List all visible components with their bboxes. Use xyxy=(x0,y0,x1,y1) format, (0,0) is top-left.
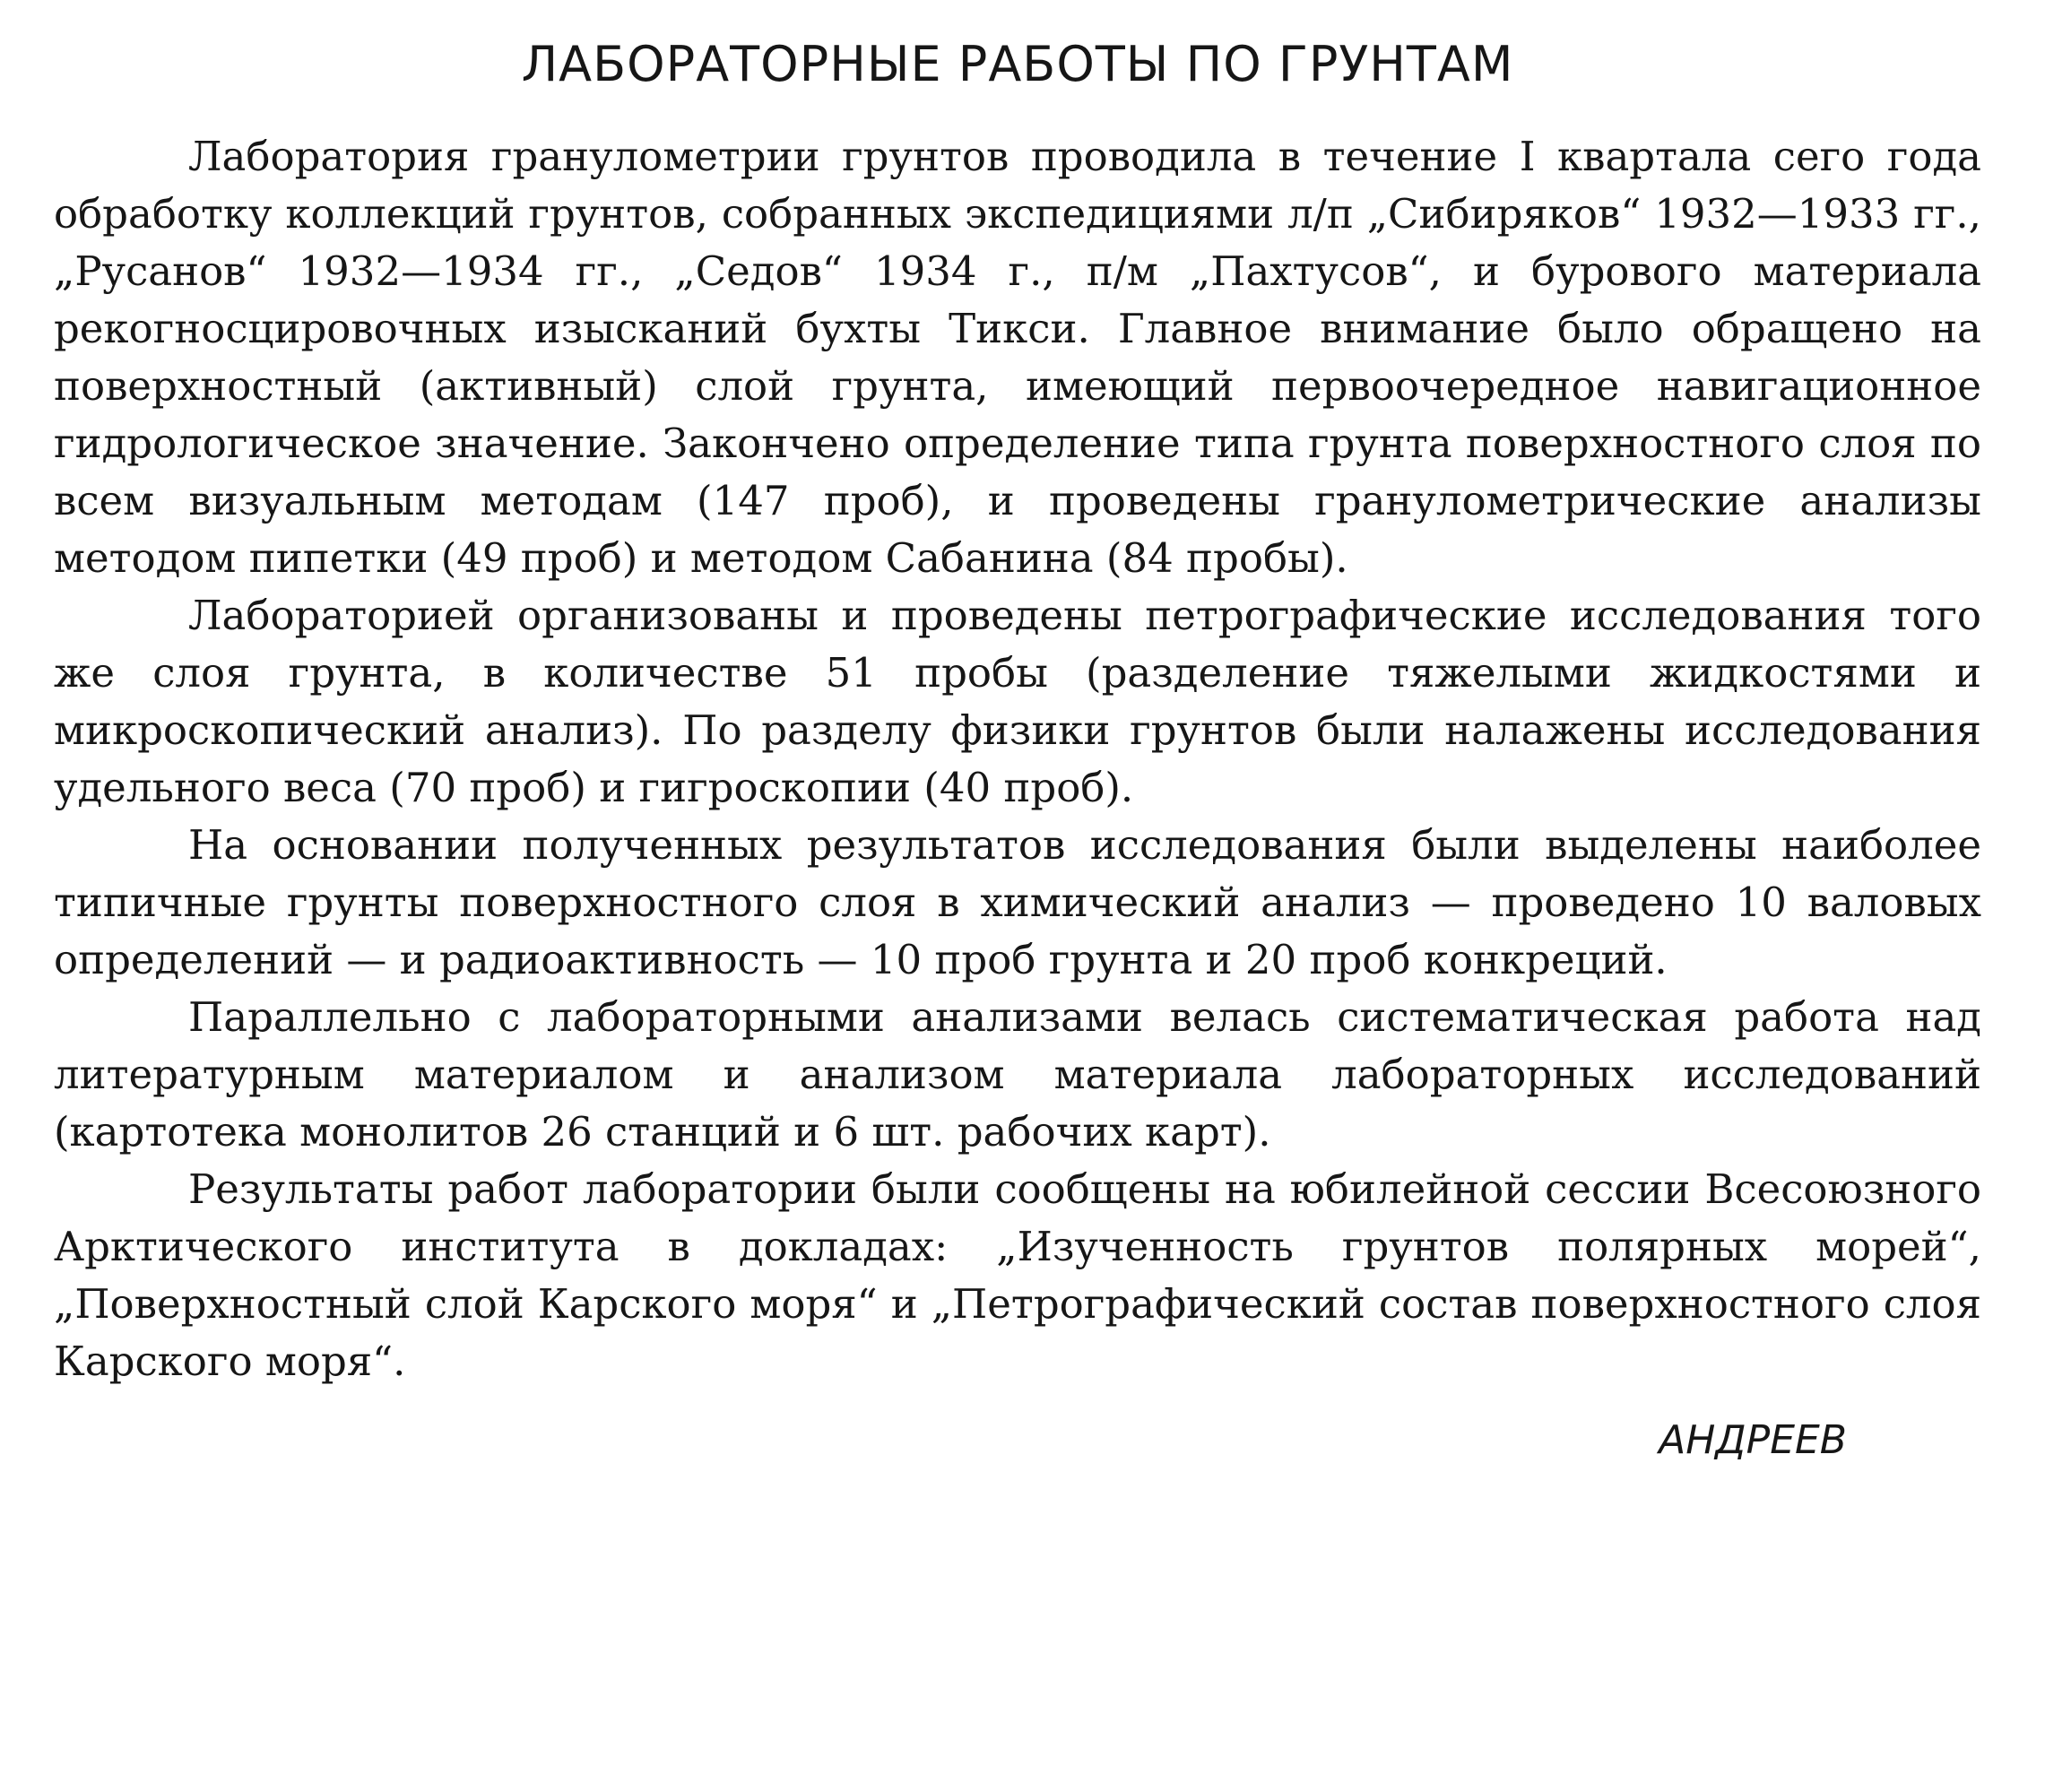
paragraph-4: Параллельно с лабораторными анализами велась систематическая работа над литературным материалом и анализом материала лабораторных исследований (картотека монолитов 26 станций и 6 шт. рабочих карт). xyxy=(54,993,1981,1156)
paragraph-3: На основании полученных результатов исследования были выделены наиболее типичные грунты поверхностного слоя в химический анализ — проведено 10 валовых определений — и радиоактивность — 10 проб грунта и 20 проб конкреций. xyxy=(54,821,1981,983)
document-page xyxy=(54,36,1981,1463)
paragraph-5: Результаты работ лаборатории были сообщены на юбилейной сессии Всесоюзного Арктического института в докладах: „Изученность грунтов полярных морей“, „Поверхностный слой Карского моря“ и „Петрографический состав поверхностного слоя Карского моря“. xyxy=(54,1165,1981,1385)
paragraph-2: Лабораторией организованы и проведены петрографические исследования того же слоя грунта, в количестве 51 пробы (разделение тяжелыми жидкостями и микроскопический анализ). По разделу физики грунтов были налажены исследования удельного веса (70 проб) и гигроскопии (40 проб). xyxy=(54,592,1981,811)
author-signature: АНДРЕЕВ xyxy=(1659,1417,1847,1463)
page-title: ЛАБОРАТОРНЫЕ РАБОТЫ ПО ГРУНТАМ xyxy=(521,36,1514,92)
paragraph-1: Лаборатория гранулометрии грунтов проводила в течение I квартала сего года обработку коллекций грунтов, собранных экспедициями л/п „Сибиряков“ 1932—1933 гг., „Русанов“ 1932—1934 гг., „Седов“ 1934 г., п/м „Пахтусов“, и бурового материала рекогносцировочных изысканий бухты Тикси. Главное внимание было обращено на поверхностный (активный) слой грунта, имеющий первоочередное навигационное гидрологическое значение. Закончено определение типа грунта поверхностного слоя по всем визуальным методам (147 проб), и проведены гранулометрические анализы методом пипетки (49 проб) и методом Сабанина (84 пробы). xyxy=(54,133,1981,582)
